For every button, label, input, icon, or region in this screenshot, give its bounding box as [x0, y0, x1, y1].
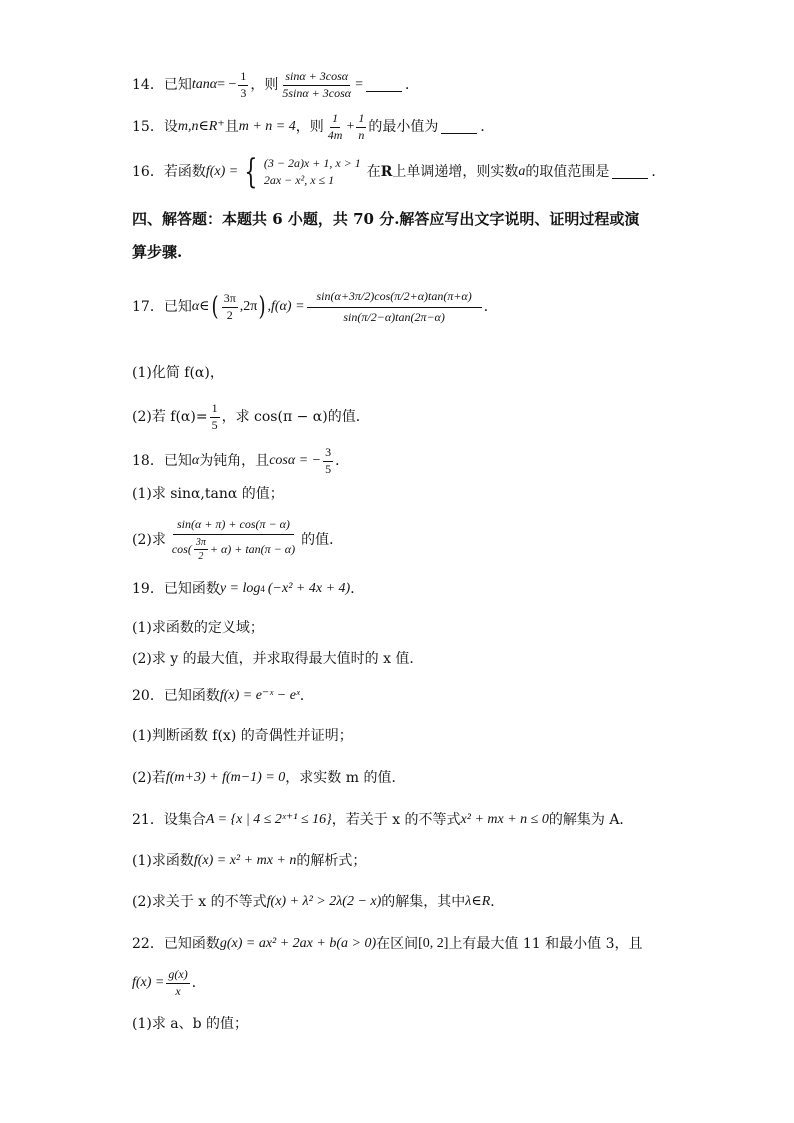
q20-part-1: (1)判断函数 f(x) 的奇偶性并证明； [132, 728, 353, 744]
q17-main-fraction: $\frac{\sin(\alpha+3\pi/2)\cos(\pi/2+\alpha)\tan(\pi+\alpha)}{\sin(\pi/2-\alpha)\tan(2\pi-\alpha)}$ [307, 290, 482, 325]
question-22: 22．已知函数 g(x) = ax² + 2ax + b(a > 0) 在区间 [0, 2] 上有最大值 11 和最小值 3，且 [132, 936, 643, 952]
answer-blank [612, 166, 648, 179]
q15-end: ． [480, 118, 495, 135]
q16-prefix: 16．若函数 [132, 163, 206, 180]
q14-end: ． [404, 76, 419, 93]
q16-tail: 上单调递增，则实数 [392, 163, 519, 180]
q16-cases: (3 − 2a)x + 1, x > 1 2ax − x², x ≤ 1 [263, 156, 361, 187]
q20-part-2: (2)若 f(m+3) + f(m−1) = 0 ，求实数 m 的值． [132, 770, 406, 786]
q14-tan: tan [191, 76, 210, 92]
question-21: 21．设集合 A = {x | 4 ≤ 2ˣ⁺¹ ≤ 16} ，若关于 x 的不等式 x² + mx + n ≤ 0 的解集为 A． [132, 812, 634, 828]
q18-part-1: (1)求 sinα,tanα 的值； [132, 486, 284, 502]
question-17: 17．已知 α∈ ( $\frac{3\pi}{2}$ ,2π ) ,f(α) = $\frac{\sin(\alpha+3\pi/2)\cos(\pi/2+\alpha)\tan(\pi+\alpha)}{\sin(\pi/2-\alpha)\tan(2\pi-\alpha)}$ ． [132, 289, 498, 324]
q18-part-2: (2)求 sin(α + π) + cos(π − α) cos( $\frac{3\pi}{2}$ + α) + tan(π − α) 的值． [132, 517, 344, 563]
q17-prefix: 17．已知 [132, 298, 192, 315]
q15-fraction-1: $\frac{1}{4m}$ [327, 111, 343, 142]
q15-fraction-2: $\frac{1}{n}$ [358, 111, 365, 142]
q15-mid: ，则 [295, 118, 324, 135]
q22-part-1: (1)求 a、b 的值； [132, 1016, 249, 1032]
q16-tail2: 的取值范围是 [525, 163, 610, 180]
q18-fraction: sin(α + π) + cos(π − α) cos( $\frac{3\pi}{2}$ + α) + tan(π − α) [171, 517, 296, 563]
q16-fx: f(x) = [205, 163, 239, 179]
brace-icon: { [244, 152, 258, 192]
q14-tail: = [355, 76, 363, 92]
q14-fraction-2: $\frac{\sin\alpha + 3\cos\alpha}{5\sin\alpha + 3\cos\alpha}$ [282, 69, 352, 100]
q19-part-2: (2)求 y 的最大值，并求取得最大值时的 x 值． [132, 651, 424, 667]
answer-blank [441, 121, 477, 134]
q14-mid: ，则 [250, 76, 279, 93]
q16-mid: 在 [366, 163, 381, 180]
q14-fraction-1: $\frac{1}{3}$ [240, 69, 247, 100]
q15-vars: m,n∈R⁺ [177, 118, 225, 134]
question-14: 14．已知 tan α = − $\frac{1}{3}$ ，则 $\frac{\sin\alpha + 3\cos\alpha}{5\sin\alpha + 3\cos\alpha}$ = ． [132, 69, 419, 100]
question-19: 19．已知函数 y = log 4 (−x² + 4x + 4) ． [132, 581, 365, 597]
q22-definition: f(x) = $\frac{g(x)}{x}$ ． [132, 967, 206, 998]
q15-cond: m + n = 4 [238, 118, 296, 134]
question-15: 15．设 m,n∈R⁺ 且 m + n = 4 ，则 $\frac{1}{4m}$ + $\frac{1}{n}$ 的最小值为 ． [132, 111, 495, 142]
answer-blank [366, 79, 402, 92]
q21-part-2: (2)求关于 x 的不等式 f(x) + λ² > 2λ(2 − x) 的解集，其中 λ∈R ． [132, 894, 505, 910]
q16-end: ． [651, 163, 666, 180]
question-18: 18．已知 α 为钝角，且 cosα = − $\frac{3}{5}$ ． [132, 445, 350, 476]
q15-tail: 的最小值为 [368, 118, 439, 135]
section-4-heading-cont: 算步骤. [132, 243, 183, 261]
q14-prefix: 14．已知 [132, 76, 192, 93]
q15-prefix: 15．设 [132, 118, 178, 135]
question-16: 16．若函数 f(x) = { (3 − 2a)x + 1, x > 1 2ax − x², x ≤ 1 在 R 上单调递增，则实数 a 的取值范围是 ． [132, 152, 666, 192]
q17-interval-fraction: $\frac{3\pi}{2}$ [223, 291, 236, 322]
section-4-heading: 四、解答题：本题共 6 小题，共 70 分.解答应写出文字说明、证明过程或演 [132, 210, 640, 228]
q16-R: R [380, 163, 393, 180]
q15-and: 且 [224, 118, 239, 135]
question-20: 20．已知函数 f(x) = e⁻ˣ − eˣ ． [132, 688, 314, 704]
q19-part-1: (1)求函数的定义域； [132, 620, 264, 636]
q21-part-1: (1)求函数 f(x) = x² + mx + n 的解析式； [132, 853, 367, 869]
q17-part-1: (1)化简 f(α)， [132, 365, 224, 381]
q14-eq: = − [217, 76, 237, 92]
q17-part-2: (2)若 f(α)= $\frac{1}{5}$ ，求 cos(π − α)的值． [132, 401, 370, 432]
